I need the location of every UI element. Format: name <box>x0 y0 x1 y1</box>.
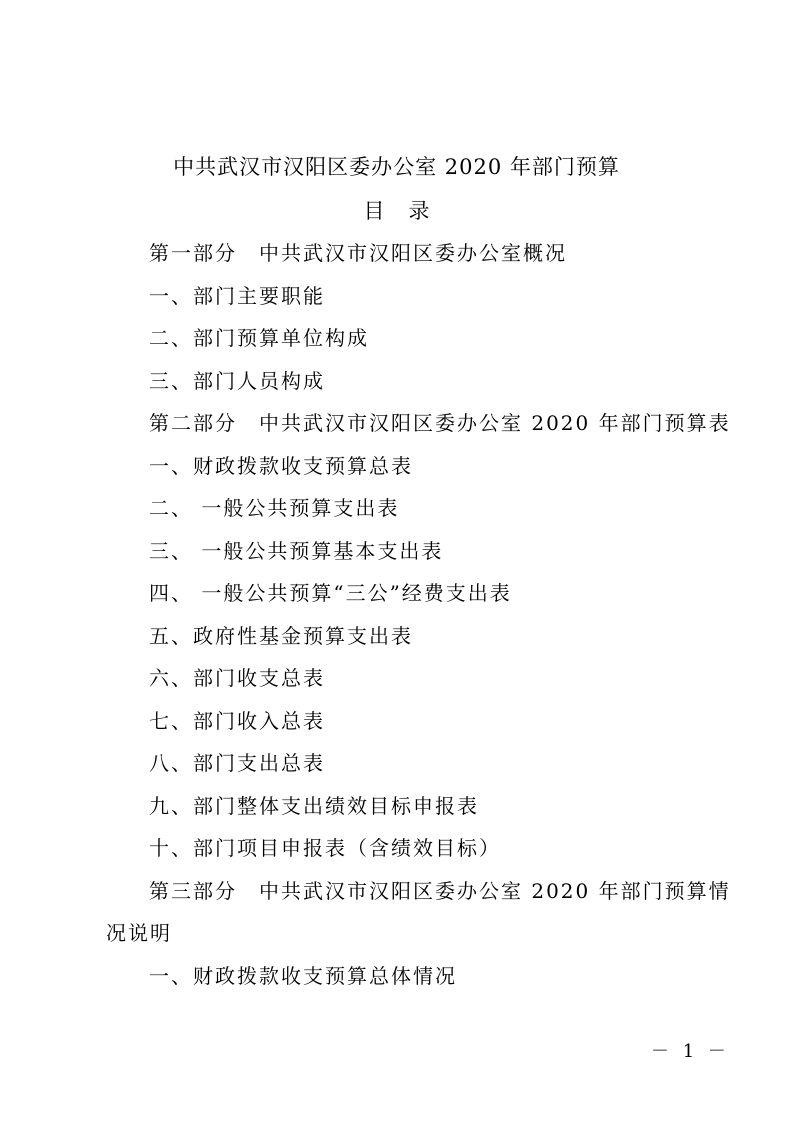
toc-part-text: 中共武汉市汉阳区委办公室 2020 年部门预算情 <box>259 879 731 903</box>
toc-item: 八、部门支出总表 <box>149 751 325 775</box>
toc-item: 六、部门收支总表 <box>149 666 325 690</box>
toc-item: 一、财政拨款收支预算总表 <box>149 454 413 478</box>
toc-part-text: 中共武汉市汉阳区委办公室概况 <box>259 241 567 265</box>
toc-part-label: 第一部分 <box>149 241 237 265</box>
toc-item: 三、 一般公共预算基本支出表 <box>149 539 444 563</box>
document-title: 中共武汉市汉阳区委办公室 2020 年部门预算 <box>173 155 620 179</box>
page-number: － 1 － <box>651 1041 730 1062</box>
toc-item: 二、 一般公共预算支出表 <box>149 496 400 520</box>
toc-heading-char-2: 录 <box>408 199 430 223</box>
toc-part-3-continuation: 况说明 <box>106 921 172 945</box>
toc-item: 一、部门主要职能 <box>149 284 325 308</box>
toc-item: 五、政府性基金预算支出表 <box>149 624 413 648</box>
toc-heading-char-1: 目 <box>363 199 385 223</box>
toc-item: 一、财政拨款收支预算总体情况 <box>149 964 457 988</box>
toc-part-3 <box>149 877 731 905</box>
toc-part-2 <box>149 409 731 437</box>
toc-part-label: 第二部分 <box>149 411 237 435</box>
toc-item: 三、部门人员构成 <box>149 369 325 393</box>
toc-item: 四、 一般公共预算“三公”经费支出表 <box>149 581 512 605</box>
toc-item: 七、部门收入总表 <box>149 709 325 733</box>
toc-part-label: 第三部分 <box>149 879 237 903</box>
toc-item: 九、部门整体支出绩效目标申报表 <box>149 794 479 818</box>
toc-part-1 <box>149 239 567 267</box>
toc-item: 十、部门项目申报表（含绩效目标） <box>149 836 501 860</box>
toc-part-text: 中共武汉市汉阳区委办公室 2020 年部门预算表 <box>259 411 731 435</box>
toc-item: 二、部门预算单位构成 <box>149 326 369 350</box>
